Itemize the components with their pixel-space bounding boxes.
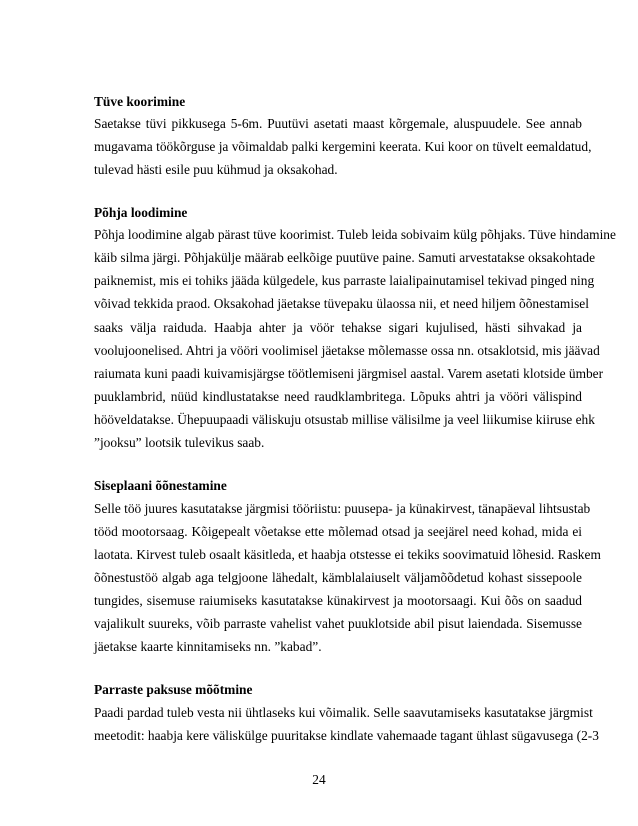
paragraph-line: tulevad hästi esile puu kühmud ja oksakohad. <box>94 162 338 177</box>
section-heading: Parraste paksuse mõõtmine <box>94 682 253 697</box>
paragraph-line: jäetakse kaarte kinnitamiseks nn. ”kabad”. <box>94 639 322 654</box>
paragraph-line: raiumata kuni paadi kuivamisjärgse töötlemiseni järgmisel aastal. Varem asetati klotside ümber <box>94 366 604 381</box>
paragraph-line: Saetakse tüvi pikkusega 5-6m. Puutüvi asetati maast kõrgemale, aluspuudele. See annab <box>94 116 582 131</box>
paragraph-line: voolujoonelised. Ahtri ja vööri voolimisel jäetakse mõlemasse ossa nn. otsaklotsid, mis jäävad <box>94 343 600 358</box>
paragraph-line: meetodit: haabja kere väliskülge puuritakse kindlate vahemaade tagant ühlast sügavusega (2-3 <box>94 728 599 743</box>
paragraph-line: tungides, sisemuse raiumiseks kasutatakse künakirvest ja mootorsaagi. Kui õõs on saadud <box>94 593 582 608</box>
paragraph-line: vajalikult suureks, võib parraste vahelist vahet puuklotside abil pisut laiendada. Sisemusse <box>94 616 582 631</box>
paragraph-line: õõnestustöö algab aga telgjoone lähedalt, kämblalaiuselt väljamõõdetud kohast sissepoole <box>94 570 582 585</box>
paragraph-line: Paadi pardad tuleb vesta nii ühtlaseks kui võimalik. Selle saavutamiseks kasutatakse järgmist <box>94 705 593 720</box>
page-number: 24 <box>312 772 326 787</box>
paragraph-line: Põhja loodimine algab pärast tüve koorimist. Tuleb leida sobivaim külg põhjaks. Tüve hindamine <box>94 227 616 242</box>
paragraph-line: puuklambrid, nüüd kindlustatakse need raudklambritega. Lõpuks ahtri ja vööri välispind <box>94 389 582 404</box>
paragraph-line: Selle töö juures kasutatakse järgmisi tööriistu: puusepa- ja künakirvest, tänapäeval lihtsustab <box>94 501 591 516</box>
section-heading: Siseplaani õõnestamine <box>94 478 227 493</box>
paragraph-line: tööd mootorsaag. Kõigepealt võetakse ette mõlemad otsad ja seejärel need kohad, mida ei <box>94 524 582 539</box>
paragraph-line: hööveldatakse. Ühepuupaadi väliskuju otsustab millise välisilme ja veel liikumise kiiruse ehk <box>94 412 595 427</box>
paragraph-line: mugavama töökõrguse ja võimaldab palki kergemini keerata. Kui koor on tüvelt eemaldatud, <box>94 139 592 154</box>
paragraph-line: võivad tekkida praod. Oksakohad jäetakse tüvepaku ülaossa nii, et need hiljem õõnestamisel <box>94 296 589 311</box>
paragraph-line: saaks välja raiduda. Haabja ahter ja vöör tehakse sigari kujulised, hästi sihvakad ja <box>94 320 582 335</box>
paragraph-line: paiknemist, mis ei tohiks jääda külgedele, kus parraste laialipainutamisel tekivad pinged ning <box>94 273 595 288</box>
paragraph-line: ”jooksu” lootsik tulevikus saab. <box>94 435 265 450</box>
paragraph-line: laotata. Kirvest tuleb osaalt käsitleda, et haabja otstesse ei tekiks soovimatuid lõhesid. Raskem <box>94 547 601 562</box>
paragraph-line: käib silma järgi. Põhjakülje määrab eelkõige puutüve paine. Samuti arvestatakse oksakohtade <box>94 250 596 265</box>
section-heading: Põhja loodimine <box>94 205 188 220</box>
section-heading: Tüve koorimine <box>94 94 186 109</box>
